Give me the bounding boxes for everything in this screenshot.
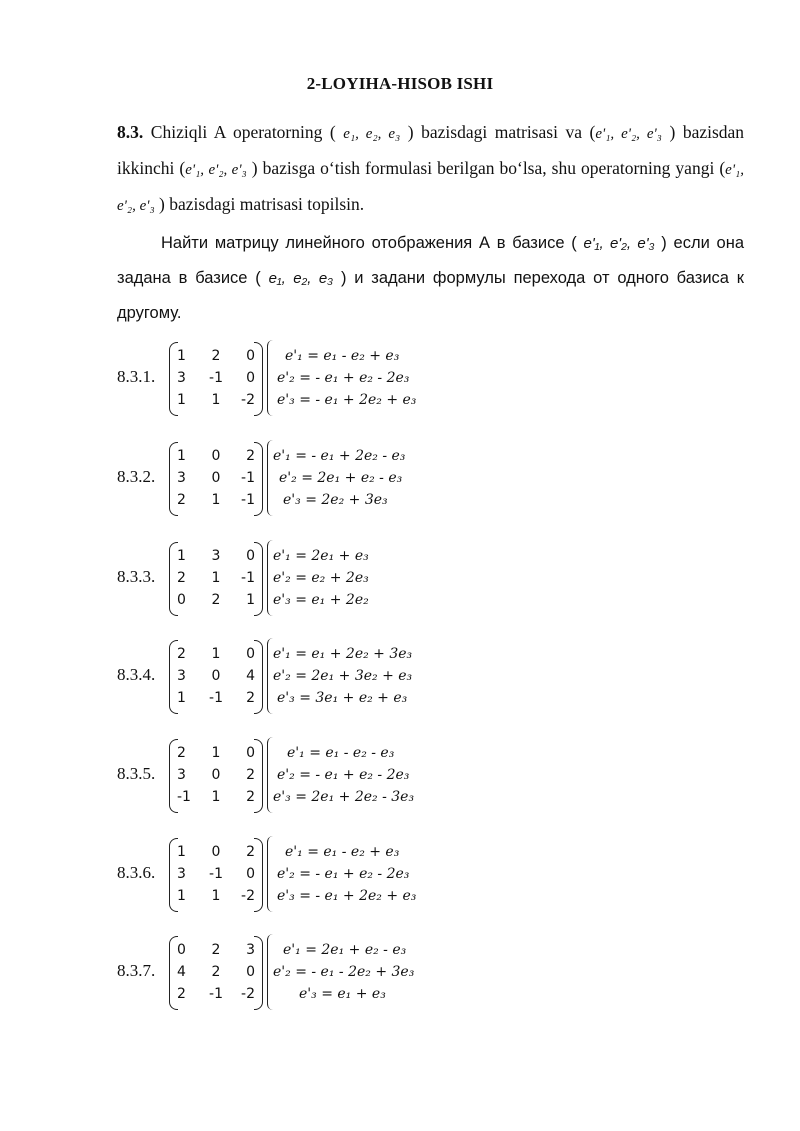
transition-equation: e'₃ = 2e₁ + 2e₂ - 3e₃ [273,789,415,805]
transition-equation: e'₂ = 2e₁ + 3e₂ + e₃ [273,668,413,684]
page-title: 2-LOYIHA-HISOB ISHI [306,74,494,93]
matrix-row [175,545,257,567]
matrix-row [175,345,257,367]
task-russian [117,226,744,330]
transition-equation: e'₃ = e₁ + e₃ [299,986,386,1002]
matrix-row [175,445,257,467]
matrix [169,934,263,1012]
uz-text-3: ) bazisdan ikkinchi ( [117,122,745,178]
matrix-row [175,983,257,1005]
matrix-cell: 4 [177,964,186,980]
matrix-cell: 2 [177,986,186,1002]
matrix-cell: 0 [246,370,255,386]
matrix-cell: 1 [177,844,186,860]
problem-label: 8.3.7. [117,961,156,980]
matrix-cell: 3 [177,866,186,882]
matrix-row [175,567,257,589]
problem-item [117,737,637,815]
problem-item [117,540,637,618]
matrix [169,540,263,618]
basis-new: e'₁, e'₂, e'₃ [583,235,655,252]
matrix-cell: -1 [241,492,255,508]
matrix-row [175,841,257,863]
matrix-row [175,367,257,389]
problem-label: 8.3.6. [117,863,156,882]
matrix-cell: 0 [177,942,186,958]
matrix-cell: 0 [246,964,255,980]
matrix-cell: 2 [177,570,186,586]
transition-system [267,440,427,518]
matrix-row [175,764,257,786]
matrix-row [175,742,257,764]
problem-item [117,638,637,716]
matrix-cell: 3 [246,942,255,958]
matrix-cell: -1 [209,690,223,706]
matrix-cell: 0 [211,448,221,464]
matrix-cell: -1 [209,986,223,1002]
matrix-cell: 1 [177,888,186,904]
problem-label: 8.3.1. [117,367,156,386]
matrix-cell: 0 [246,548,255,564]
matrix-cell: 0 [211,767,221,783]
transition-system [267,340,427,418]
transition-system [267,638,427,716]
matrix-cell: 3 [211,548,221,564]
transition-equation: e'₁ = - e₁ + 2e₂ - e₃ [273,448,406,464]
problem-item [117,934,637,1012]
uz-text-2: ) bazisdagi matrisasi va ( [407,122,596,142]
matrix-cell: 3 [177,470,186,486]
ru-text-3: ) и задани формулы перехода от одного базиса к другому. [117,269,744,322]
matrix-cell: 4 [246,668,255,684]
matrix-row [175,863,257,885]
matrix [169,836,263,914]
matrix-cell: 2 [246,690,255,706]
matrix-row [175,687,257,709]
matrix-row [175,665,257,687]
matrix-cell: 1 [177,448,186,464]
ru-text-1: Найти матрицу линейного отображения А в базисе ( [161,234,577,252]
matrix-cell: 2 [246,789,255,805]
matrix-cell: 0 [246,745,255,761]
transition-equation: e'₁ = e₁ - e₂ - e₃ [287,745,395,761]
matrix-cell: -2 [241,888,255,904]
matrix-row [175,939,257,961]
matrix-cell: 1 [177,690,186,706]
matrix-cell: -1 [241,470,255,486]
matrix-cell: 1 [211,789,221,805]
matrix-cell: -2 [241,986,255,1002]
problem-item [117,836,637,914]
matrix-cell: 1 [177,348,186,364]
matrix-row [175,467,257,489]
matrix-cell: 1 [177,548,186,564]
transition-system [267,934,427,1012]
matrix-row [175,961,257,983]
matrix-row [175,885,257,907]
transition-equation: e'₁ = 2e₁ + e₃ [273,548,369,564]
basis-new: e'₁, e'₂, e'₃ [595,126,662,142]
matrix-cell: 0 [246,646,255,662]
matrix-cell: 0 [246,866,255,882]
matrix-cell: 0 [211,844,221,860]
matrix-cell: -1 [209,866,223,882]
matrix-cell: 3 [177,370,186,386]
matrix [169,638,263,716]
problem-label: 8.3.4. [117,665,156,684]
matrix [169,340,263,418]
matrix [169,440,263,518]
transition-system [267,836,427,914]
transition-equation: e'₃ = - e₁ + 2e₂ + e₃ [277,392,417,408]
uz-text-4: ) bazisga o‘tish formulasi berilgan bo‘lsa, shu operatorning yangi ( [251,158,726,178]
matrix-cell: 0 [211,470,221,486]
matrix-cell: 0 [246,348,255,364]
matrix-cell: 1 [246,592,255,608]
matrix-cell: 0 [211,668,221,684]
matrix-row [175,589,257,611]
problem-label: 8.3.2. [117,467,156,486]
matrix-cell: -2 [241,392,255,408]
transition-equation: e'₁ = e₁ + 2e₂ + 3e₃ [273,646,413,662]
transition-equation: e'₂ = - e₁ + e₂ - 2e₃ [277,767,410,783]
transition-equation: e'₁ = e₁ - e₂ + e₃ [285,844,400,860]
task-number: 8.3. [117,122,144,142]
matrix-cell: 1 [211,392,221,408]
matrix-cell: -1 [177,789,191,805]
transition-equation: e'₃ = e₁ + 2e₂ [273,592,369,608]
matrix-cell: 2 [211,348,221,364]
matrix-cell: 2 [211,942,221,958]
problem-item [117,340,637,418]
transition-equation: e'₃ = 2e₂ + 3e₃ [283,492,388,508]
uz-text-1: Chiziqli A operatorning ( [150,122,336,142]
matrix-cell: 1 [211,888,221,904]
matrix-cell: -1 [241,570,255,586]
matrix-cell: 1 [211,492,221,508]
matrix-row [175,489,257,511]
matrix-cell: 2 [246,844,255,860]
transition-equation: e'₁ = 2e₁ + e₂ - e₃ [283,942,407,958]
matrix-row [175,389,257,411]
matrix-cell: 2 [177,745,186,761]
ru-text-2: ) если она задана в базисе ( [117,234,745,287]
transition-equation: e'₂ = e₂ + 2e₃ [273,570,369,586]
transition-equation: e'₃ = 3e₁ + e₂ + e₃ [277,690,408,706]
matrix [169,737,263,815]
problem-label: 8.3.5. [117,764,156,783]
matrix-cell: 2 [211,964,221,980]
problem-item [117,440,637,518]
matrix-cell: 1 [177,392,186,408]
matrix-row [175,643,257,665]
transition-equation: e'₂ = - e₁ - 2e₂ + 3e₃ [273,964,415,980]
matrix-cell: 2 [177,646,186,662]
matrix-cell: 2 [246,448,255,464]
matrix-cell: 2 [177,492,186,508]
matrix-cell: 2 [246,767,255,783]
uz-text-5: ) bazisdagi matrisasi topilsin. [159,194,365,214]
matrix-row [175,786,257,808]
transition-equation: e'₁ = e₁ - e₂ + e₃ [285,348,400,364]
transition-system [267,737,427,815]
matrix-cell: 1 [211,570,221,586]
matrix-cell: 3 [177,668,186,684]
basis-old: e₁, e₂, e₃ [268,270,334,287]
transition-equation: e'₂ = - e₁ + e₂ - 2e₃ [277,370,410,386]
matrix-cell: 1 [211,745,221,761]
transition-equation: e'₂ = 2e₁ + e₂ - e₃ [279,470,403,486]
basis-new: e'₁, e'₂, e'₃ [117,162,745,214]
task-uzbek [117,115,744,223]
matrix-cell: 3 [177,767,186,783]
basis-new: e'₁, e'₂, e'₃ [185,162,247,178]
transition-equation: e'₃ = - e₁ + 2e₂ + e₃ [277,888,417,904]
transition-system [267,540,427,618]
problem-label: 8.3.3. [117,567,156,586]
transition-equation: e'₂ = - e₁ + e₂ - 2e₃ [277,866,410,882]
matrix-cell: -1 [209,370,223,386]
matrix-cell: 0 [177,592,186,608]
basis-old: e₁, e₂, e₃ [343,126,401,142]
matrix-cell: 1 [211,646,221,662]
matrix-cell: 2 [211,592,221,608]
